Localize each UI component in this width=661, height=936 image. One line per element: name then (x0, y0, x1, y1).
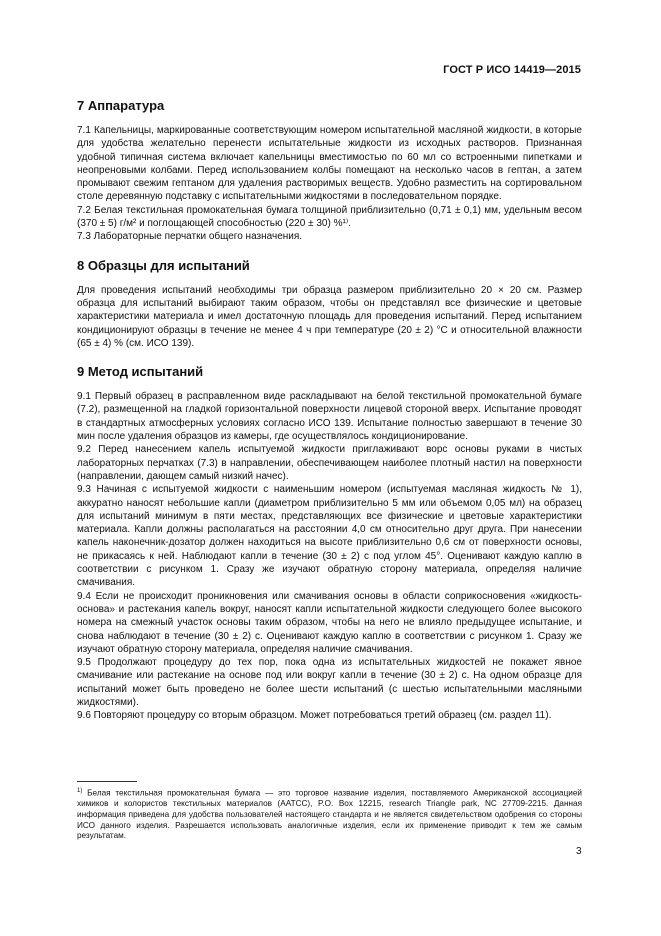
section-title: 7 Аппаратура (77, 98, 165, 113)
document-header: ГОСТ Р ИСО 14419—2015 (443, 64, 581, 76)
section-title: 8 Образцы для испытаний (77, 257, 250, 273)
paragraph: 9.6 Повторяют процедуру со вторым образцом. Может потребоваться третий образец (см. раздел 11). (77, 710, 552, 722)
paragraph: 9.1 Первый образец в расправленном виде раскладывают на белой текстильной промокательной бумаге (7.2), размещенной на гладкой горизонтальной поверхности лицевой стороной вверх. Испытание проводят в стандартных атмосферных условиях согласно ИСО 139. Испытание полностью завершают в течение 30 мин после удаления образцов из камеры, где осуществлялось кондиционирование. (77, 391, 582, 443)
page-number: 3 (576, 846, 582, 857)
section-7 (77, 98, 582, 244)
paragraph: 9.3 Начиная с испытуемой жидкости с наименьшим номером (испытуемая масляная жидкость № 1), аккуратно наносят небольшие капли (диаметром приблизительно 5 мм или объемом 0,05 мл) на образец для испытаний минимум в пяти местах, представляющих все физические и цветовые характеристики материала. Капли должны располагаться на расстоянии 4,0 см относительно друг друга. При нанесении капель наконечник-дозатор должен находиться на высоте приблизительно 0,6 см от поверхности основы, не прикасаясь к ней. Наблюдают капли в течение (30 ± 2) с под углом 45°. Оценивают каждую каплю в соответствии с рисунком 1. Сразу же изучают обратную сторону материала, определяя наличие смачивания. (77, 484, 582, 589)
document-body (77, 98, 582, 737)
footnote-marker: 1) (77, 788, 83, 794)
section-9 (77, 364, 582, 722)
footnote-divider (77, 781, 137, 782)
paragraph: 9.4 Если не происходит проникновения или смачивания основы в области соприкосновения «жидкость-основа» и растекания капель вокруг, наносят капли испытательной жидкости следующего более высокого номера на смежный участок основы таким образом, чтобы на него не влияло предыдущее испытание, и снова наблюдают в течение (30 ± 2) с. Оценивают каждую каплю в соответствии с рисунком 1. Сразу же изучают обратную сторону материала, определяя наличие смачивания. (77, 590, 582, 655)
section-8 (77, 258, 582, 350)
footnote-text: Белая текстильная промокательная бумага — это торговое название изделия, поставляемого Американской ассоциацией химиков и колористов текстильных материалов (AATCC), P.O. Box 12215, research Triangle park, NC 27709-2215. Данная информация приведена для удобства пользователей настоящего стандарта и не является свидетельством одобрения со стороны ИСО данного изделия. Разрешается использовать аналогичные изделия, если их применение приводит к тем же самым результатам. (77, 788, 583, 841)
paragraph: 7.2 Белая текстильная промокательная бумага толщиной приблизительно (0,71 ± 0,1) мм, удельным весом (370 ± 5) г/м² и поглощающей способностью (220 ± 30) %¹⁾. (77, 204, 582, 230)
paragraph: 9.2 Перед нанесением капель испытуемой жидкости приглаживают ворс основы руками в чистых лабораторных перчатках (7.3) в направлении, обеспечивающем наиболее плотный настил на поверхности (направлении, дающем самый низкий начес). (77, 444, 582, 482)
footnote (77, 786, 582, 842)
paragraph: 7.3 Лабораторные перчатки общего назначения. (77, 231, 303, 243)
paragraph: Для проведения испытаний необходимы три образца размером приблизительно 20 × 20 см. Размер образца для испытаний выбирают таким образом, чтобы он представлял все физические и цветовые характеристики материала и имел достаточную площадь для проведения испытаний. Перед испытанием кондиционируют образцы в течение не менее 4 ч при температуре (20 ± 2) °С и относительной влажности (65 ± 4) % (см. ИСО 139). (77, 284, 582, 349)
paragraph: 9.5 Продолжают процедуру до тех пор, пока одна из испытательных жидкостей не покажет явное смачивание или растекание на основе под или вокруг капли в течение (30 ± 2) с. На одном образце для испытаний может быть проведено не более шести испытаний (с шестью испытательными масляными жидкостями). (77, 657, 582, 708)
section-title: 9 Метод испытаний (77, 364, 204, 380)
paragraph: 7.1 Капельницы, маркированные соответствующим номером испытательной масляной жидкости, в которые для удобства желательно перенести испытательные жидкости из исходных растворов. Признанная удобной типичная система включает капельницы вместимостью по 60 мл со встроенными пипетками и неопреновыми колбами. Перед использованием колбы помещают на несколько часов в гептан, а затем промывают свежим гептаном для удаления растворимых веществ. Удобно разместить на сортировальном столе деревянную подставку с испытательными жидкостями в последовательном порядке. (77, 125, 582, 203)
